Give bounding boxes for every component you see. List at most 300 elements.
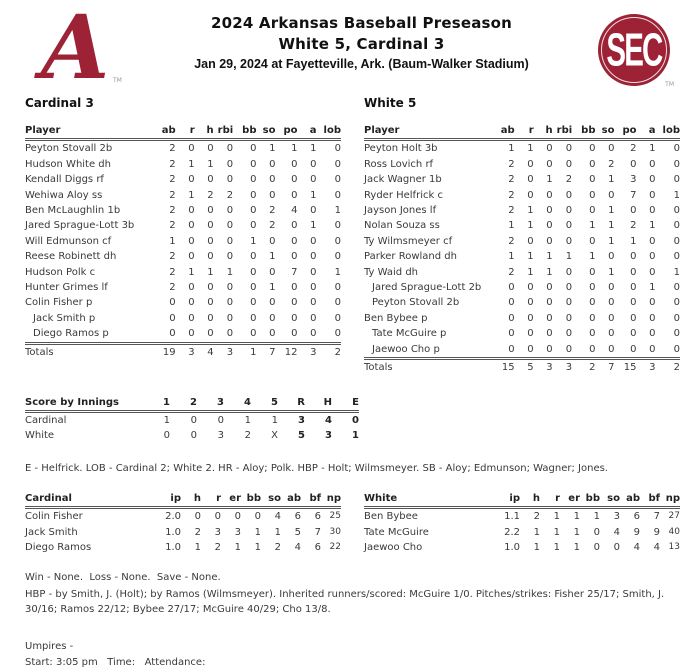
row-label: Tate McGuire p xyxy=(372,328,447,340)
row-label: Nolan Souza ss xyxy=(364,220,440,232)
col-header-bb: bb xyxy=(233,123,256,140)
stat-cell: 0 xyxy=(673,251,680,263)
row-label: Parker Rowland dh xyxy=(364,251,457,263)
stat-cell: 1 xyxy=(194,541,201,553)
table-row xyxy=(364,525,680,540)
stat-cell: 0 xyxy=(527,235,534,247)
stat-cell: 0 xyxy=(546,282,553,294)
col-header-er: er xyxy=(221,491,241,508)
stat-cell: 1 xyxy=(546,174,553,186)
table-row xyxy=(25,540,341,555)
stat-cell: 0 xyxy=(589,282,596,294)
stat-cell: 0 xyxy=(188,220,195,232)
stat-cell: 0 xyxy=(310,158,317,170)
stat-cell: 0 xyxy=(630,328,637,340)
col-header-rbi: rbi xyxy=(553,123,573,140)
stat-cell: 4 xyxy=(195,343,214,360)
sec-logo xyxy=(590,6,676,94)
row-label: Jaewoo Cho p xyxy=(372,343,440,355)
stat-cell: X xyxy=(271,430,278,442)
stat-cell: 0 xyxy=(169,297,176,309)
stat-cell: 0 xyxy=(334,174,341,186)
col-header-h: h xyxy=(181,491,201,508)
stat-cell: 0 xyxy=(546,328,553,340)
stat-cell: 0 xyxy=(291,158,298,170)
table-row xyxy=(25,508,341,525)
col-header-errors: E xyxy=(332,395,359,412)
stat-cell: 0 xyxy=(310,312,317,324)
stat-cell: 0 xyxy=(207,297,214,309)
stat-cell: 0 xyxy=(188,251,195,263)
cardinal-batting-col xyxy=(25,94,341,360)
stat-cell: 1 xyxy=(546,251,553,263)
col-header-h: h xyxy=(534,123,553,140)
stat-cell: 0 xyxy=(214,511,221,523)
stat-cell: 7 xyxy=(596,359,615,376)
stat-cell: 3 xyxy=(234,526,241,538)
stat-cell: 1 xyxy=(269,282,276,294)
table-row xyxy=(364,342,680,359)
stat-cell: 0 xyxy=(546,312,553,324)
table-row xyxy=(364,234,680,249)
stat-cell: 1 xyxy=(310,189,317,201)
stat-cell: 0 xyxy=(649,328,656,340)
stat-cell: 3 xyxy=(637,359,656,376)
stat-cell: 0 xyxy=(508,343,515,355)
stat-cell: 0 xyxy=(527,189,534,201)
stat-cell: 1.0 xyxy=(165,541,181,553)
col-header-player: Player xyxy=(364,123,496,140)
stat-cell: 0 xyxy=(226,282,234,294)
col-header-bf: bf xyxy=(301,491,321,508)
stat-cell: 0 xyxy=(589,235,596,247)
stat-cell: 0 xyxy=(565,343,573,355)
stat-cell: 2 xyxy=(508,174,515,186)
stat-cell: 0 xyxy=(310,174,317,186)
stat-cell: 6 xyxy=(294,511,301,523)
col-header-ab: ab xyxy=(281,491,301,508)
stat-cell: 3 xyxy=(630,174,637,186)
stat-cell: 1 xyxy=(608,235,615,247)
pitching-notes: HBP - by Smith, J. (Holt); by Ramos (Wilmsmeyer). Inherited runners/scored: McGuire 1/0. Pitches/strikes: Fisher 25/17; Smith, J. 30/16; Ramos 22/12; Bybee 27/17; McGuire 40/29; Cho 13/8. xyxy=(25,589,668,616)
sec-badge-icon: SEC xyxy=(598,14,670,86)
stat-cell: 0 xyxy=(207,220,214,232)
stat-cell: 0 xyxy=(565,220,573,232)
stat-cell: 0 xyxy=(613,541,620,553)
stat-cell: 15 xyxy=(615,359,637,376)
stat-cell: 0 xyxy=(226,297,234,309)
stat-cell: 2 xyxy=(214,541,221,553)
stat-cell: 0 xyxy=(207,143,214,155)
win-loss-save-line: Win - None. Loss - None. Save - None. xyxy=(25,572,221,584)
stat-cell: 0 xyxy=(673,312,680,324)
stat-cell: 1 xyxy=(573,526,580,538)
stat-cell: 2 xyxy=(508,189,515,201)
stat-cell: 0 xyxy=(291,312,298,324)
stat-cell: 0 xyxy=(546,158,553,170)
stat-cell: 2 xyxy=(317,343,341,360)
white-pitching-col xyxy=(364,491,680,556)
stat-cell: 0 xyxy=(508,297,515,309)
col-header-score-by-innings: Score by Innings xyxy=(25,395,143,412)
table-row xyxy=(364,311,680,326)
stat-cell: 0 xyxy=(608,343,615,355)
stat-cell: 1 xyxy=(553,541,560,553)
stat-cell: 0 xyxy=(250,174,257,186)
stat-cell: 0 xyxy=(546,143,553,155)
table-row xyxy=(364,540,680,555)
row-label: Jayson Jones lf xyxy=(364,205,437,217)
stat-cell: 2 xyxy=(207,189,214,201)
stat-cell: 0 xyxy=(565,235,573,247)
pitching-header-row xyxy=(364,491,680,508)
table-row xyxy=(25,234,341,249)
stat-cell: 0 xyxy=(527,343,534,355)
game-notes: E - Helfrick. LOB - Cardinal 2; White 2. HR - Aloy; Polk. HBP - Holt; Wilmsmeyer. SB - Aloy; Edmunson; Wagner; Jones. xyxy=(25,462,608,474)
stat-cell: 0 xyxy=(546,205,553,217)
col-header-cardinal: Cardinal xyxy=(25,491,153,508)
stat-cell: 2 xyxy=(194,526,201,538)
stat-cell: 0 xyxy=(254,511,261,523)
stat-cell: 0 xyxy=(527,174,534,186)
col-header-inning-4: 4 xyxy=(224,395,251,412)
score-by-innings-table xyxy=(25,395,359,444)
stat-cell: 0 xyxy=(565,328,573,340)
stat-cell: 1 xyxy=(169,235,176,247)
stat-cell: 0 xyxy=(334,251,341,263)
stat-cell: 0 xyxy=(207,174,214,186)
row-label: Peyton Stovall 2b xyxy=(25,143,113,155)
row-label: Cardinal xyxy=(25,414,67,426)
stat-cell: 0 xyxy=(649,343,656,355)
stat-cell: 1 xyxy=(649,282,656,294)
stat-cell: 40 xyxy=(668,526,680,537)
stat-cell: 0 xyxy=(269,174,276,186)
stat-cell: 0 xyxy=(565,158,573,170)
col-header-r: r xyxy=(201,491,221,508)
stat-cell: 1 xyxy=(508,220,515,232)
stat-cell: 1 xyxy=(673,189,680,201)
stat-cell: 0 xyxy=(630,312,637,324)
row-label: Ben Bybee p xyxy=(364,312,428,324)
stat-cell: 0 xyxy=(527,297,534,309)
stat-cell: 0 xyxy=(291,220,298,232)
table-row xyxy=(25,218,341,233)
stat-cell: 0 xyxy=(250,297,257,309)
stat-cell: 0 xyxy=(207,205,214,217)
stat-cell: 1 xyxy=(649,220,656,232)
row-label: Diego Ramos p xyxy=(33,328,109,340)
stat-cell: 0 xyxy=(589,312,596,324)
stat-cell: 0 xyxy=(207,251,214,263)
stat-cell: 1 xyxy=(234,541,241,553)
stat-cell: 1 xyxy=(527,220,534,232)
page-title: 2024 Arkansas Baseball Preseason xyxy=(210,14,513,32)
stat-cell: 0 xyxy=(546,189,553,201)
stat-cell: 0 xyxy=(508,328,515,340)
stat-cell: 0 xyxy=(649,251,656,263)
stat-cell: 0 xyxy=(334,282,341,294)
stat-cell: 3 xyxy=(325,430,332,442)
table-row xyxy=(25,326,341,343)
stat-cell: 0 xyxy=(608,328,615,340)
stat-cell: 2 xyxy=(244,430,251,442)
stat-cell: 0 xyxy=(630,205,637,217)
col-header-lob: lob xyxy=(317,123,341,140)
stat-cell: 0 xyxy=(310,297,317,309)
stat-cell: 0 xyxy=(649,266,656,278)
title-block xyxy=(133,6,590,71)
col-header-player: Player xyxy=(25,123,157,140)
col-header-lob: lob xyxy=(656,123,680,140)
table-row xyxy=(364,295,680,310)
stat-cell: 0 xyxy=(226,205,234,217)
stat-cell: 0 xyxy=(334,220,341,232)
stat-cell: 1 xyxy=(250,235,257,247)
stat-cell: 0 xyxy=(565,143,573,155)
stat-cell: 0 xyxy=(269,189,276,201)
table-row xyxy=(25,411,359,428)
stat-cell: 0 xyxy=(334,235,341,247)
stat-cell: 1 xyxy=(310,143,317,155)
stat-cell: 0 xyxy=(169,328,176,340)
row-label: Will Edmunson cf xyxy=(25,235,112,247)
stat-cell: 0 xyxy=(673,343,680,355)
stat-cell: 0 xyxy=(269,328,276,340)
trademark-symbol: TM xyxy=(113,77,122,84)
stat-cell: 7 xyxy=(653,511,660,523)
row-label: Kendall Diggs rf xyxy=(25,174,104,186)
stat-cell: 0 xyxy=(630,251,637,263)
stat-cell: 7 xyxy=(257,343,276,360)
batting-section xyxy=(25,94,680,376)
col-header-bb: bb xyxy=(241,491,261,508)
stat-cell: 0 xyxy=(226,158,234,170)
stat-cell: 1.0 xyxy=(504,541,520,553)
stat-cell: 2 xyxy=(572,359,595,376)
stat-cell: 0 xyxy=(565,189,573,201)
stat-cell: 0 xyxy=(334,158,341,170)
row-label: Wehiwa Aloy ss xyxy=(25,189,103,201)
row-label: Ty Wilmsmeyer cf xyxy=(364,235,453,247)
row-label: Hudson White dh xyxy=(25,158,111,170)
stat-cell: 0 xyxy=(291,235,298,247)
stat-cell: 0 xyxy=(207,312,214,324)
cardinal-pitching-col xyxy=(25,491,341,556)
stat-cell: 2 xyxy=(169,189,176,201)
stat-cell: 1 xyxy=(608,174,615,186)
stat-cell: 0 xyxy=(291,251,298,263)
col-header-h: h xyxy=(520,491,540,508)
stat-cell: 0 xyxy=(630,343,637,355)
stat-cell: 0 xyxy=(310,251,317,263)
stat-cell: 0 xyxy=(565,266,573,278)
stat-cell: 0 xyxy=(673,220,680,232)
stat-cell: 2 xyxy=(169,251,176,263)
start-time-attendance-line: Start: 3:05 pm Time: Attendance: xyxy=(25,657,206,669)
col-header-np: np xyxy=(660,491,680,508)
col-header-so: so xyxy=(257,123,276,140)
stat-cell: 0 xyxy=(269,312,276,324)
col-header-ip: ip xyxy=(153,491,181,508)
stat-cell: 0 xyxy=(188,205,195,217)
stat-cell: 0 xyxy=(649,297,656,309)
stat-cell: 0 xyxy=(188,143,195,155)
stat-cell: 2 xyxy=(508,235,515,247)
stat-cell: 0 xyxy=(169,312,176,324)
stat-cell: 0 xyxy=(649,158,656,170)
table-row xyxy=(364,203,680,218)
stat-cell: 6 xyxy=(314,541,321,553)
stat-cell: 4 xyxy=(291,205,298,217)
stat-cell: 1 xyxy=(269,251,276,263)
stat-cell: 0 xyxy=(207,328,214,340)
stat-cell: 0 xyxy=(508,282,515,294)
white-batting-col xyxy=(364,94,680,376)
stat-cell: 1 xyxy=(527,205,534,217)
col-header-inning-3: 3 xyxy=(197,395,224,412)
col-header-a: a xyxy=(637,123,656,140)
stat-cell: 3 xyxy=(613,511,620,523)
row-label: Totals xyxy=(25,343,157,360)
stat-cell: 1 xyxy=(573,511,580,523)
stat-cell: 0 xyxy=(188,312,195,324)
stat-cell: 9 xyxy=(653,526,660,538)
stat-cell: 0 xyxy=(226,220,234,232)
stat-cell: 2 xyxy=(656,359,680,376)
stat-cell: 0 xyxy=(250,158,257,170)
white-team-heading: White 5 xyxy=(364,96,417,110)
stat-cell: 0 xyxy=(269,235,276,247)
stat-cell: 0 xyxy=(608,312,615,324)
stat-cell: 0 xyxy=(649,189,656,201)
stat-cell: 1 xyxy=(589,251,596,263)
stat-cell: 0 xyxy=(649,235,656,247)
stat-cell: 1 xyxy=(527,251,534,263)
stat-cell: 0 xyxy=(608,282,615,294)
stat-cell: 0 xyxy=(565,297,573,309)
cardinal-batting-table xyxy=(25,123,341,360)
stat-cell: 1 xyxy=(527,143,534,155)
stat-cell: 7 xyxy=(291,266,298,278)
stat-cell: 1 xyxy=(226,266,234,278)
pitching-header-row xyxy=(25,491,341,508)
stat-cell: 0 xyxy=(250,266,257,278)
stat-cell: 0 xyxy=(188,297,195,309)
stat-cell: 0 xyxy=(188,174,195,186)
stat-cell: 0 xyxy=(630,297,637,309)
stat-cell: 3 xyxy=(217,430,224,442)
stat-cell: 3 xyxy=(214,343,234,360)
stat-cell: 0 xyxy=(207,282,214,294)
white-pitching-table xyxy=(364,491,680,556)
col-header-ip: ip xyxy=(492,491,520,508)
stat-cell: 25 xyxy=(329,511,341,522)
stat-cell: 1 xyxy=(608,266,615,278)
table-row xyxy=(25,203,341,218)
stat-cell: 0 xyxy=(269,297,276,309)
stat-cell: 1 xyxy=(163,414,170,426)
stat-cell: 0 xyxy=(250,220,257,232)
stat-cell: 3 xyxy=(298,343,317,360)
stat-cell: 1 xyxy=(271,414,278,426)
stat-cell: 6 xyxy=(314,511,321,523)
stat-cell: 2 xyxy=(269,220,276,232)
table-row xyxy=(25,188,341,203)
row-label: Jared Sprague-Lott 3b xyxy=(25,220,135,232)
table-row xyxy=(364,157,680,172)
stat-cell: 2.0 xyxy=(165,511,181,523)
arkansas-logo xyxy=(25,0,133,99)
row-label: Diego Ramos xyxy=(25,541,92,553)
col-header-white: White xyxy=(364,491,492,508)
stat-cell: 0 xyxy=(188,282,195,294)
stat-cell: 1 xyxy=(254,526,261,538)
table-row xyxy=(364,326,680,341)
stat-cell: 0 xyxy=(310,328,317,340)
stat-cell: 1 xyxy=(608,205,615,217)
stat-cell: 0 xyxy=(589,174,596,186)
col-header-a: a xyxy=(298,123,317,140)
col-header-bb: bb xyxy=(580,491,600,508)
stat-cell: 4 xyxy=(613,526,620,538)
stat-cell: 1 xyxy=(310,220,317,232)
stat-cell: 0 xyxy=(207,235,214,247)
cardinal-pitching-table xyxy=(25,491,341,556)
table-row xyxy=(25,265,341,280)
stat-cell: 0 xyxy=(546,297,553,309)
stat-cell: 0 xyxy=(352,414,359,426)
stat-cell: 3 xyxy=(176,343,195,360)
stat-cell: 1 xyxy=(254,541,261,553)
stat-cell: 3 xyxy=(553,359,573,376)
stat-cell: 0 xyxy=(608,143,615,155)
stat-cell: 7 xyxy=(630,189,637,201)
table-row xyxy=(364,249,680,264)
stat-cell: 0 xyxy=(310,205,317,217)
stat-cell: 2 xyxy=(169,266,176,278)
stat-cell: 0 xyxy=(250,205,257,217)
stat-cell: 0 xyxy=(673,205,680,217)
stat-cell: 0 xyxy=(334,312,341,324)
row-label: Ross Lovich rf xyxy=(364,158,434,170)
stat-cell: 1 xyxy=(207,266,214,278)
stat-cell: 1 xyxy=(352,430,359,442)
stat-cell: 0 xyxy=(226,312,234,324)
col-header-r: r xyxy=(515,123,534,140)
stat-cell: 1.0 xyxy=(165,526,181,538)
stat-cell: 0 xyxy=(310,266,317,278)
col-header-hits: H xyxy=(305,395,332,412)
pitching-section xyxy=(25,491,680,556)
stat-cell: 2 xyxy=(169,158,176,170)
stat-cell: 2 xyxy=(274,541,281,553)
col-header-runs: R xyxy=(278,395,305,412)
stat-cell: 4 xyxy=(633,541,640,553)
stat-cell: 0 xyxy=(630,266,637,278)
stat-cell: 0 xyxy=(608,297,615,309)
stat-cell: 0 xyxy=(250,251,257,263)
stat-cell: 0 xyxy=(589,158,596,170)
stat-cell: 0 xyxy=(546,220,553,232)
table-row xyxy=(25,280,341,295)
row-label: Hudson Polk c xyxy=(25,266,96,278)
stat-cell: 0 xyxy=(565,205,573,217)
stat-cell: 0 xyxy=(589,189,596,201)
table-row xyxy=(25,249,341,264)
score-subtitle: White 5, Cardinal 3 xyxy=(278,35,445,53)
stat-cell: 0 xyxy=(190,430,197,442)
